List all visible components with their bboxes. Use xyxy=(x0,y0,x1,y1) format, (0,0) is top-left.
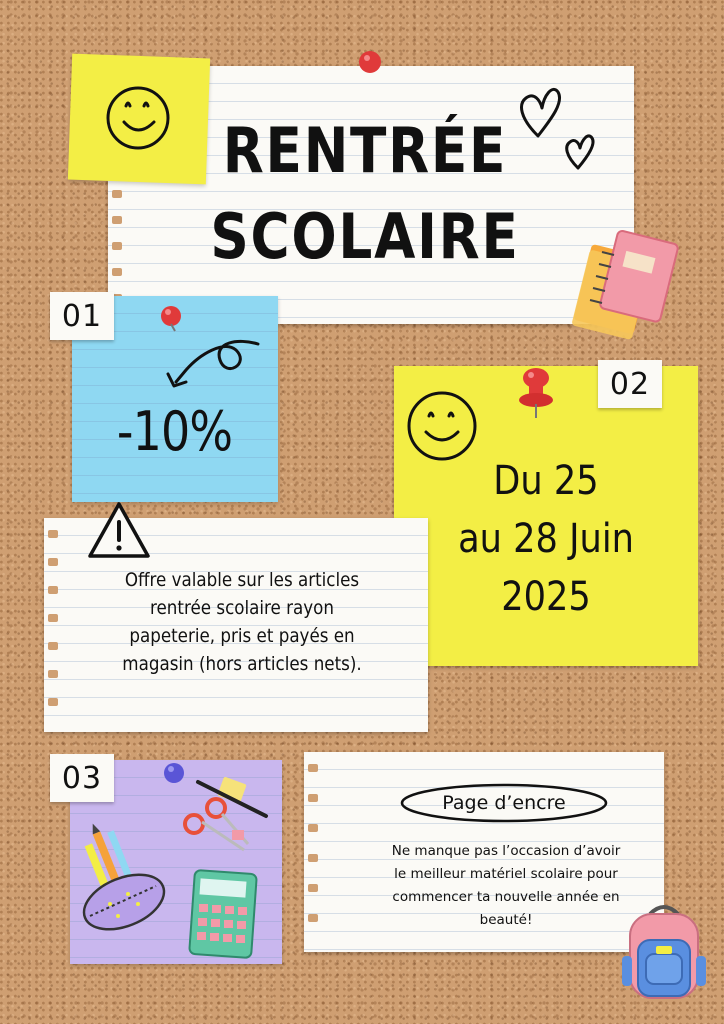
offer-conditions xyxy=(101,566,383,678)
page-title xyxy=(172,108,559,280)
date-line-1: Du 25 xyxy=(493,458,599,504)
swirl-arrow-icon xyxy=(158,334,268,394)
offer-line-1: Offre valable sur les articles xyxy=(124,569,360,591)
step-number-1: 01 xyxy=(50,292,114,340)
title-line-2: SCOLAIRE xyxy=(210,200,520,273)
smiley-icon xyxy=(100,80,180,160)
date-line-3: 2025 xyxy=(501,574,591,620)
title-line-1: RENTRÉE xyxy=(222,114,508,187)
brand-tagline xyxy=(358,840,654,932)
binder-holes xyxy=(308,752,320,952)
pushpin-icon xyxy=(514,366,558,420)
brand-name: Page d’encre xyxy=(442,792,566,814)
scissors-icon xyxy=(178,772,274,868)
tagline-line-2: le meilleur matériel scolaire pour xyxy=(394,866,618,882)
pushpin-icon xyxy=(156,302,186,332)
binder-holes xyxy=(48,518,60,732)
tagline-line-1: Ne manque pas l’occasion d’avoir xyxy=(391,843,621,859)
date-line-2: au 28 Juin xyxy=(458,516,634,562)
discount-value: -10% xyxy=(116,400,233,463)
offer-line-4: magasin (hors articles nets). xyxy=(122,653,362,675)
backpack-icon xyxy=(616,900,712,1004)
brand-badge xyxy=(398,782,610,824)
offer-line-2: rentrée scolaire rayon xyxy=(150,597,334,619)
warning-icon xyxy=(84,498,154,562)
tagline-line-3: commencer ta nouvelle année en xyxy=(392,889,620,905)
step-number-3: 03 xyxy=(50,754,114,802)
step-number-2: 02 xyxy=(598,360,662,408)
tagline-line-4: beauté! xyxy=(479,912,533,928)
heart-icon xyxy=(512,78,602,174)
calculator-icon xyxy=(186,866,262,962)
pencil-case-icon xyxy=(76,820,180,932)
notebook-icon xyxy=(572,228,684,344)
offer-line-3: papeterie, pris et payés en xyxy=(129,625,355,647)
pushpin-icon xyxy=(356,48,384,76)
date-range xyxy=(412,452,680,626)
